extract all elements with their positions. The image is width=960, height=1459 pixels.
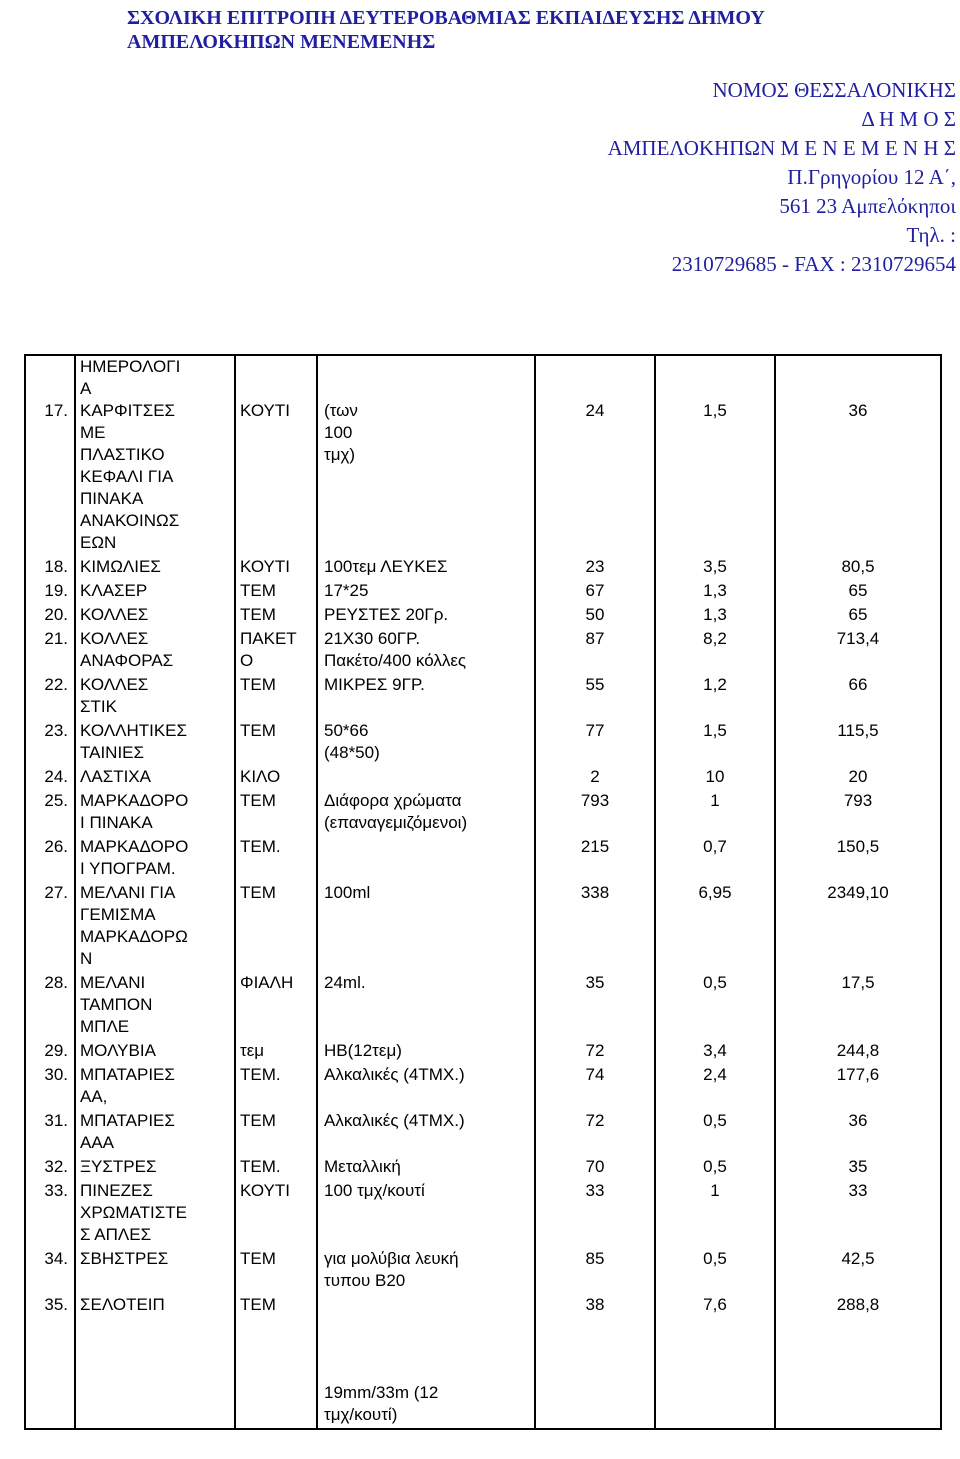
item-total: 115,5	[775, 720, 941, 766]
item-description: 100 τμχ/κουτί	[317, 1180, 535, 1248]
item-number: 25.	[25, 790, 75, 836]
item-name: ΜΟΛΥΒΙΑ	[75, 1040, 235, 1064]
item-total: 80,5	[775, 556, 941, 580]
item-quantity: 74	[535, 1064, 655, 1110]
table-row	[25, 628, 941, 674]
item-unit: ΤΕΜ.	[235, 1064, 317, 1110]
table-row	[25, 1110, 941, 1156]
address-street: Π.Γρηγορίου 12 Α΄,	[787, 165, 956, 189]
item-quantity: 77	[535, 720, 655, 766]
table-row	[25, 1040, 941, 1064]
item-total: 42,5	[775, 1248, 941, 1294]
address-prefecture: ΝΟΜΟΣ ΘΕΣΣΑΛΟΝΙΚΗΣ	[712, 78, 956, 102]
item-quantity: 793	[535, 790, 655, 836]
item-unit-price: 1,3	[655, 580, 775, 604]
item-total: 2349,10	[775, 882, 941, 972]
item-total: 65	[775, 604, 941, 628]
table-row	[25, 1156, 941, 1180]
item-number: 35.	[25, 1294, 75, 1429]
table-row	[25, 972, 941, 1040]
item-number: 30.	[25, 1064, 75, 1110]
item-quantity: 67	[535, 580, 655, 604]
item-unit: ΚΟΥΤΙ	[235, 1180, 317, 1248]
item-description: ΜΙΚΡΕΣ 9ΓΡ.	[317, 674, 535, 720]
table-row	[25, 1180, 941, 1248]
item-description	[317, 836, 535, 882]
item-description: (των 100 τμχ)	[317, 355, 535, 556]
table-body	[25, 355, 941, 1429]
item-description: ΡΕΥΣΤΕΣ 20Γρ.	[317, 604, 535, 628]
table-row	[25, 882, 941, 972]
item-unit-price: 1	[655, 1180, 775, 1248]
item-unit-price: 1,3	[655, 604, 775, 628]
table-row	[25, 580, 941, 604]
item-unit: ΠΑΚΕΤ Ο	[235, 628, 317, 674]
item-unit: ΤΕΜ	[235, 674, 317, 720]
item-quantity: 55	[535, 674, 655, 720]
item-unit-price: 1,5	[655, 355, 775, 556]
item-name: ΠΙΝΕΖΕΣ ΧΡΩΜΑΤΙΣΤΕ Σ ΑΠΛΕΣ	[75, 1180, 235, 1248]
table-row	[25, 1294, 941, 1429]
item-name: ΚΟΛΛΗΤΙΚΕΣ ΤΑΙΝΙΕΣ	[75, 720, 235, 766]
item-unit-price: 3,5	[655, 556, 775, 580]
item-name: ΚΟΛΛΕΣ ΑΝΑΦΟΡΑΣ	[75, 628, 235, 674]
item-unit: ΤΕΜ	[235, 604, 317, 628]
item-number: 23.	[25, 720, 75, 766]
item-description: Αλκαλικές (4ΤΜΧ.)	[317, 1110, 535, 1156]
item-description	[317, 766, 535, 790]
item-quantity: 85	[535, 1248, 655, 1294]
address-municipality-label: Δ Η Μ Ο Σ	[861, 107, 956, 131]
item-total: 66	[775, 674, 941, 720]
item-total: 713,4	[775, 628, 941, 674]
item-unit: ΚΙΛΟ	[235, 766, 317, 790]
item-unit-price: 0,5	[655, 972, 775, 1040]
address-phone-fax: 2310729685 - FAX : 2310729654	[671, 252, 956, 276]
item-number: 26.	[25, 836, 75, 882]
item-unit: τεμ	[235, 1040, 317, 1064]
item-number: 32.	[25, 1156, 75, 1180]
item-quantity: 72	[535, 1110, 655, 1156]
item-total: 65	[775, 580, 941, 604]
item-unit-price: 1,5	[655, 720, 775, 766]
item-number: 28.	[25, 972, 75, 1040]
header-line-2: ΑΜΠΕΛΟΚΗΠΩΝ ΜΕΝΕΜΕΝΗΣ	[127, 31, 436, 53]
item-description: 17*25	[317, 580, 535, 604]
item-unit-price: 10	[655, 766, 775, 790]
item-unit-price: 3,4	[655, 1040, 775, 1064]
table-row	[25, 1248, 941, 1294]
table-row	[25, 790, 941, 836]
item-number: 21.	[25, 628, 75, 674]
item-name: ΞΥΣΤΡΕΣ	[75, 1156, 235, 1180]
item-quantity: 24	[535, 355, 655, 556]
item-unit-price: 0,5	[655, 1248, 775, 1294]
table-row	[25, 1064, 941, 1110]
item-name: ΣΒΗΣΤΡΕΣ	[75, 1248, 235, 1294]
address-postcode: 561 23 Αμπελόκηποι	[779, 194, 956, 218]
item-total: 288,8	[775, 1294, 941, 1429]
item-unit-price: 0,5	[655, 1156, 775, 1180]
item-unit: ΤΕΜ	[235, 1110, 317, 1156]
item-unit-price: 0,7	[655, 836, 775, 882]
supplies-table	[24, 354, 942, 1430]
item-unit: ΤΕΜ	[235, 1248, 317, 1294]
item-quantity: 23	[535, 556, 655, 580]
table-row	[25, 604, 941, 628]
item-name: ΜΠΑΤΑΡΙΕΣ ΑΑ,	[75, 1064, 235, 1110]
item-total: 36	[775, 355, 941, 556]
item-total: 20	[775, 766, 941, 790]
item-quantity: 215	[535, 836, 655, 882]
item-unit: ΤΕΜ.	[235, 1156, 317, 1180]
item-description: για μολύβια λευκή τυπου Β20	[317, 1248, 535, 1294]
item-number: 18.	[25, 556, 75, 580]
item-total: 177,6	[775, 1064, 941, 1110]
item-number: 20.	[25, 604, 75, 628]
item-name: ΣΕΛΟΤΕΙΠ	[75, 1294, 235, 1429]
item-unit-price: 2,4	[655, 1064, 775, 1110]
item-number: 31.	[25, 1110, 75, 1156]
item-number: 33.	[25, 1180, 75, 1248]
item-total: 150,5	[775, 836, 941, 882]
item-description: 19mm/33m (12 τμχ/κουτί)	[317, 1294, 535, 1429]
item-description: Διάφορα χρώματα (επαναγεμιζόμενοι)	[317, 790, 535, 836]
table-row	[25, 674, 941, 720]
item-unit: ΤΕΜ	[235, 882, 317, 972]
item-unit: ΚΟΥΤΙ	[235, 556, 317, 580]
item-unit-price: 1,2	[655, 674, 775, 720]
table-row	[25, 355, 941, 556]
committee-header	[127, 6, 765, 54]
table-row	[25, 766, 941, 790]
header-line-1: ΣΧΟΛΙΚΗ ΕΠΙΤΡΟΠΗ ΔΕΥΤΕΡΟΒΑΘΜΙΑΣ ΕΚΠΑΙΔΕΥΣΗΣ ΔΗΜΟΥ	[127, 7, 765, 29]
item-description: 100τεμ ΛΕΥΚΕΣ	[317, 556, 535, 580]
item-number: 17.	[25, 355, 75, 556]
item-unit: ΤΕΜ	[235, 580, 317, 604]
item-name: ΚΟΛΛΕΣ	[75, 604, 235, 628]
item-name: ΜΑΡΚΑΔΟΡΟ Ι ΥΠΟΓΡΑΜ.	[75, 836, 235, 882]
address-block	[608, 76, 956, 279]
item-description: Μεταλλική	[317, 1156, 535, 1180]
item-name: ΚΛΑΣΕΡ	[75, 580, 235, 604]
item-number: 22.	[25, 674, 75, 720]
item-quantity: 70	[535, 1156, 655, 1180]
item-total: 33	[775, 1180, 941, 1248]
item-name: ΜΑΡΚΑΔΟΡΟ Ι ΠΙΝΑΚΑ	[75, 790, 235, 836]
item-quantity: 87	[535, 628, 655, 674]
item-description: 50*66 (48*50)	[317, 720, 535, 766]
item-description: 100ml	[317, 882, 535, 972]
item-name: ΗΜΕΡΟΛΟΓΙ Α ΚΑΡΦΙΤΣΕΣ ΜΕ ΠΛΑΣΤΙΚΟ ΚΕΦΑΛΙ ΓΙΑ ΠΙΝΑΚΑ ΑΝΑΚΟΙΝΩΣ ΕΩΝ	[75, 355, 235, 556]
item-description: Αλκαλικές (4ΤΜΧ.)	[317, 1064, 535, 1110]
item-unit: ΤΕΜ	[235, 790, 317, 836]
item-unit: ΤΕΜ	[235, 1294, 317, 1429]
item-number: 34.	[25, 1248, 75, 1294]
item-unit-price: 8,2	[655, 628, 775, 674]
address-municipality: ΑΜΠΕΛΟΚΗΠΩΝ Μ Ε Ν Ε Μ Ε Ν Η Σ	[607, 136, 956, 160]
table-row	[25, 556, 941, 580]
item-unit-price: 1	[655, 790, 775, 836]
item-quantity: 33	[535, 1180, 655, 1248]
item-number: 27.	[25, 882, 75, 972]
item-total: 35	[775, 1156, 941, 1180]
item-description: ΗΒ(12τεμ)	[317, 1040, 535, 1064]
item-quantity: 2	[535, 766, 655, 790]
item-name: ΜΕΛΑΝΙ ΓΙΑ ΓΕΜΙΣΜΑ ΜΑΡΚΑΔΟΡΩ Ν	[75, 882, 235, 972]
table-row	[25, 720, 941, 766]
item-unit: ΦΙΑΛΗ	[235, 972, 317, 1040]
item-unit-price: 0,5	[655, 1110, 775, 1156]
item-quantity: 35	[535, 972, 655, 1040]
item-total: 36	[775, 1110, 941, 1156]
item-number: 29.	[25, 1040, 75, 1064]
item-number: 19.	[25, 580, 75, 604]
item-description: 24ml.	[317, 972, 535, 1040]
item-unit-price: 7,6	[655, 1294, 775, 1429]
item-quantity: 50	[535, 604, 655, 628]
item-unit-price: 6,95	[655, 882, 775, 972]
item-unit: ΤΕΜ	[235, 720, 317, 766]
item-name: ΛΑΣΤΙΧΑ	[75, 766, 235, 790]
item-number: 24.	[25, 766, 75, 790]
address-phone-label: Τηλ. :	[906, 223, 956, 247]
item-unit: ΤΕΜ.	[235, 836, 317, 882]
item-quantity: 38	[535, 1294, 655, 1429]
table-row	[25, 836, 941, 882]
item-quantity: 338	[535, 882, 655, 972]
item-name: ΜΕΛΑΝΙ ΤΑΜΠΟΝ ΜΠΛΕ	[75, 972, 235, 1040]
item-name: ΚΟΛΛΕΣ ΣΤΙΚ	[75, 674, 235, 720]
item-total: 244,8	[775, 1040, 941, 1064]
item-name: ΚΙΜΩΛΙΕΣ	[75, 556, 235, 580]
item-name: ΜΠΑΤΑΡΙΕΣ ΑΑΑ	[75, 1110, 235, 1156]
item-description: 21Χ30 60ΓΡ. Πακέτο/400 κόλλες	[317, 628, 535, 674]
item-total: 793	[775, 790, 941, 836]
item-quantity: 72	[535, 1040, 655, 1064]
item-unit: ΚΟΥΤΙ	[235, 355, 317, 556]
item-total: 17,5	[775, 972, 941, 1040]
